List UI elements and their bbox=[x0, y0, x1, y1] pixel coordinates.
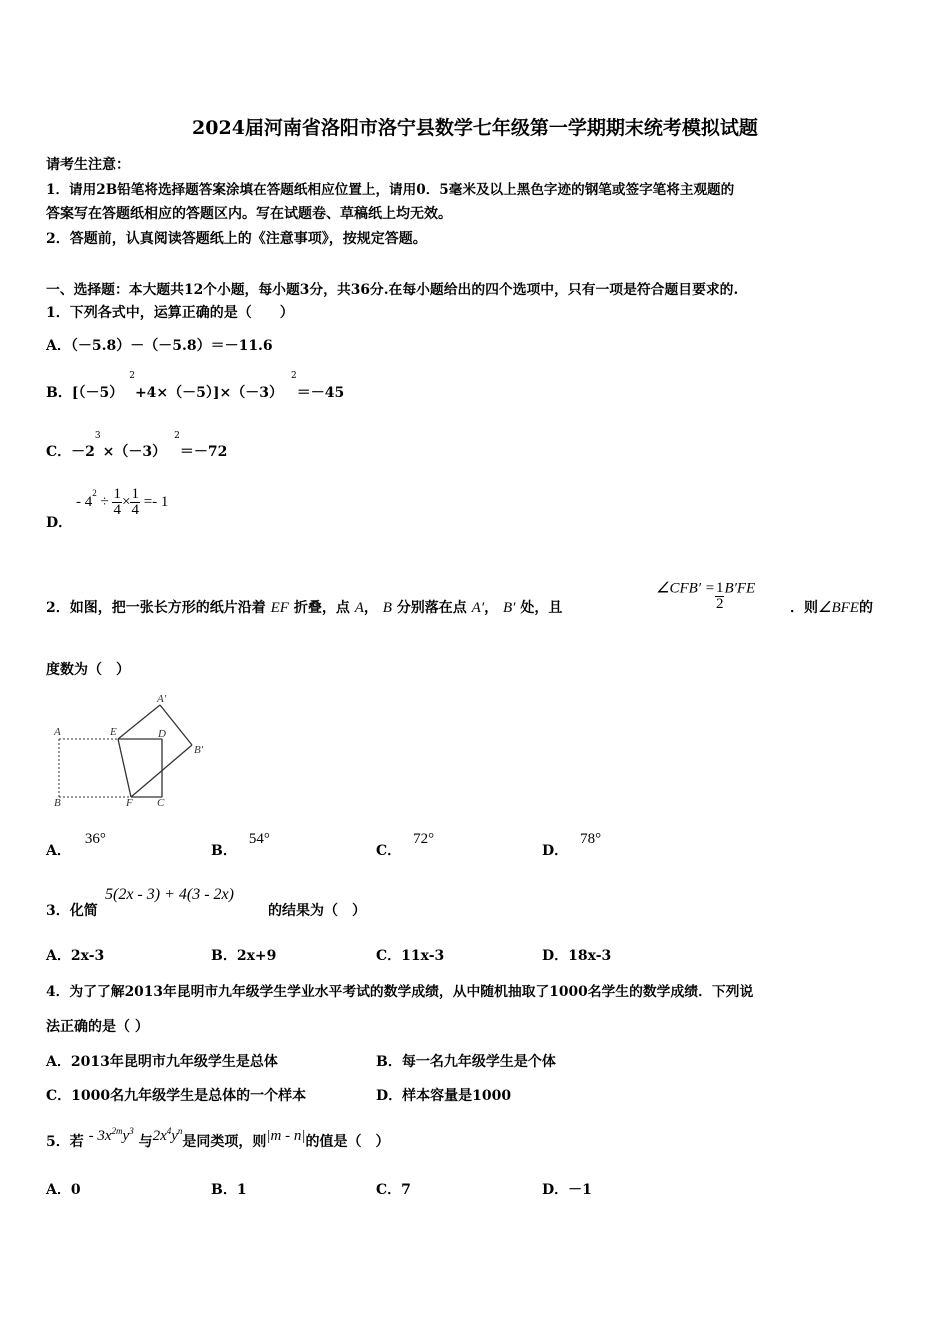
q2-text-3: 分别落在点 bbox=[396, 600, 467, 616]
q2-b-label: B． bbox=[211, 843, 237, 859]
q2-option-d[interactable] bbox=[542, 831, 602, 860]
q2-point-b-prime: B′ bbox=[503, 600, 516, 616]
q5-pre: 5．若 bbox=[46, 1134, 84, 1150]
q1-c-exp2: 2 bbox=[174, 431, 180, 442]
q5-option-d[interactable]: D．－1 bbox=[542, 1182, 592, 1198]
q4-stem-line2: 法正确的是（ ） bbox=[46, 1019, 149, 1035]
q2-option-b[interactable] bbox=[211, 831, 270, 860]
q5-t2-xexp: 4 bbox=[166, 1126, 172, 1136]
q1-option-d-label[interactable]: D． bbox=[46, 515, 73, 531]
q3-post: 的结果为（ ） bbox=[268, 903, 366, 919]
q5-t2-x: 2x bbox=[152, 1128, 167, 1144]
q2-d-value: 78° bbox=[580, 831, 602, 847]
notice-line-1a: 1．请用2B铅笔将选择题答案涂填在答题纸相应位置上，请用0．5毫米及以上黑色字迹的钢笔或签字笔将主观题的 bbox=[46, 182, 735, 198]
q2-c-value: 72° bbox=[413, 831, 435, 847]
q2-comma-1: ， bbox=[363, 600, 378, 616]
q1-d-times: × bbox=[121, 493, 131, 510]
fig-label-a: A bbox=[54, 726, 61, 738]
q5-t1-xexp: 2m bbox=[111, 1126, 123, 1136]
q1-d-frac2-num: 1 bbox=[131, 486, 139, 502]
q1-d-frac1-num: 1 bbox=[113, 486, 121, 502]
fig-label-b-prime: B′ bbox=[194, 744, 204, 756]
q2-text-4: 处，且 bbox=[520, 600, 563, 616]
q2-option-a[interactable] bbox=[46, 831, 106, 860]
q2-point-b: B bbox=[382, 600, 392, 616]
q5-option-a[interactable]: A．0 bbox=[46, 1182, 81, 1198]
q2-a-label: A． bbox=[46, 843, 71, 859]
q2-text-1: 2．如图，把一张长方形的纸片沿着 bbox=[46, 600, 266, 616]
notice-line-2: 2．答题前，认真阅读答题纸上的《注意事项》，按规定答题。 bbox=[46, 231, 427, 247]
q2-point-a: A bbox=[354, 600, 364, 616]
q2-stem-line2: 度数为（ ） bbox=[46, 662, 130, 678]
q2-comma-2: ， bbox=[484, 600, 499, 616]
q1-c-part3: ＝－72 bbox=[179, 444, 228, 460]
q2-angle-equation bbox=[656, 573, 756, 612]
q3-option-c[interactable]: C．11x-3 bbox=[376, 948, 445, 964]
q2-half-den: 2 bbox=[715, 596, 724, 612]
q1-b-part1: B．[（－5） bbox=[46, 385, 124, 401]
fig-label-d: D bbox=[158, 728, 166, 740]
q2-point-a-prime: A′ bbox=[471, 600, 485, 616]
q2-angle-cfb: ∠CFB′ = bbox=[656, 580, 715, 597]
q5-mid: 与 bbox=[138, 1134, 153, 1150]
fig-label-f: F bbox=[126, 797, 133, 809]
fig-label-b: B bbox=[54, 797, 61, 809]
q1-option-a[interactable]: A．（－5.8）－（－5.8）＝－11.6 bbox=[46, 338, 273, 354]
q1-d-fraction-1 bbox=[112, 487, 122, 518]
q4-option-d[interactable]: D．样本容量是1000 bbox=[376, 1088, 512, 1104]
q1-stem: 1．下列各式中，运算正确的是（ ） bbox=[46, 305, 294, 321]
q1-d-frac1-den: 4 bbox=[113, 502, 121, 518]
q2-half-num: 1 bbox=[715, 580, 724, 596]
q2-c-label: C． bbox=[376, 843, 402, 859]
q1-option-c[interactable] bbox=[46, 431, 228, 461]
section-heading: 一、选择题：本大题共12个小题，每小题3分，共36分.在每小题给出的四个选项中，只有一项是符合题目要求的. bbox=[46, 282, 739, 298]
q2-ef: EF bbox=[270, 600, 289, 616]
q1-d-result: =- 1 bbox=[143, 493, 169, 510]
q2-text-6: 的 bbox=[858, 600, 873, 616]
q5-option-c[interactable]: C．7 bbox=[376, 1182, 411, 1198]
q5-t1-y: y bbox=[122, 1128, 130, 1144]
q1-d-exp: 2 bbox=[92, 487, 97, 498]
q5-term-2 bbox=[153, 1128, 183, 1144]
q1-option-b[interactable] bbox=[46, 371, 345, 402]
q1-c-part1: C．－2 bbox=[46, 444, 95, 460]
q2-angle-bfe-prime: B′FE bbox=[724, 580, 756, 597]
q1-b-part3: ＝－45 bbox=[296, 385, 345, 401]
q2-d-label: D． bbox=[542, 843, 569, 859]
q4-option-c[interactable]: C．1000名九年级学生是总体的一个样本 bbox=[46, 1088, 307, 1104]
q3-math: 5(2x - 3) + 4(3 - 2x) bbox=[105, 886, 234, 903]
q1-b-exp1: 2 bbox=[129, 371, 135, 382]
q4-option-a[interactable]: A．2013年昆明市九年级学生是总体 bbox=[46, 1054, 278, 1070]
q4-option-b[interactable]: B．每一名九年级学生是个体 bbox=[376, 1054, 556, 1070]
q2-stem-tail bbox=[790, 597, 873, 617]
q3-option-d[interactable]: D．18x-3 bbox=[542, 948, 612, 964]
fig-edge-ea bbox=[118, 705, 160, 739]
q5-t1-yexp: 3 bbox=[129, 1126, 134, 1136]
fig-label-e: E bbox=[110, 726, 117, 738]
q2-text-5: ．则 bbox=[790, 600, 818, 616]
q3-pre: 3．化简 bbox=[46, 903, 98, 919]
q2-angle-bfe: ∠BFE bbox=[818, 600, 859, 616]
q5-t2-y: y bbox=[171, 1128, 178, 1144]
q1-c-part2: ×（－3） bbox=[102, 444, 167, 460]
q1-d-divide: ÷ bbox=[100, 493, 109, 510]
q5-t2-yexp: n bbox=[177, 1126, 183, 1136]
q2-figure bbox=[50, 690, 220, 810]
q5-stem bbox=[46, 1126, 390, 1151]
fig-edge-ef bbox=[118, 739, 131, 797]
fig-label-a-prime: A′ bbox=[157, 693, 167, 705]
q3-option-a[interactable]: A．2x-3 bbox=[46, 948, 105, 964]
q5-mid2: 是同类项，则 bbox=[182, 1134, 267, 1150]
q2-a-value: 36° bbox=[84, 831, 106, 847]
q2-stem-line1 bbox=[46, 597, 562, 617]
q2-option-c[interactable] bbox=[376, 831, 435, 860]
q1-d-base: - 4 bbox=[76, 493, 93, 510]
q1-c-exp1: 3 bbox=[94, 431, 101, 442]
notice-heading: 请考生注意： bbox=[46, 157, 130, 173]
q2-b-value: 54° bbox=[248, 831, 270, 847]
q1-b-part2: +4×（－5）]×（－3） bbox=[134, 385, 283, 401]
q5-abs: |m - n| bbox=[266, 1128, 306, 1144]
page-title: 2024届河南省洛阳市洛宁县数学七年级第一学期期末统考模拟试题 bbox=[192, 117, 758, 139]
q2-half-fraction bbox=[715, 581, 725, 612]
q5-term-1 bbox=[89, 1128, 134, 1144]
q1-d-fraction-2 bbox=[130, 487, 140, 518]
q1-d-frac2-den: 4 bbox=[131, 502, 139, 518]
q3-option-b[interactable]: B．2x+9 bbox=[211, 948, 277, 964]
q4-stem-line1: 4．为了了解2013年昆明市九年级学生学业水平考试的数学成绩，从中随机抽取了1000名学生的数学成绩．下列说 bbox=[46, 984, 754, 1000]
fig-label-c: C bbox=[157, 797, 165, 809]
q5-post: 的值是（ ） bbox=[305, 1134, 390, 1150]
q2-text-2: 折叠，点 bbox=[293, 600, 350, 616]
notice-line-1b: 答案写在答题纸相应的答题区内。写在试题卷、草稿纸上均无效。 bbox=[46, 206, 452, 222]
q1-option-d-math bbox=[76, 487, 168, 518]
q5-option-b[interactable]: B．1 bbox=[211, 1182, 247, 1198]
q5-t1-x: - 3x bbox=[88, 1128, 112, 1144]
q1-b-exp2: 2 bbox=[290, 371, 297, 382]
